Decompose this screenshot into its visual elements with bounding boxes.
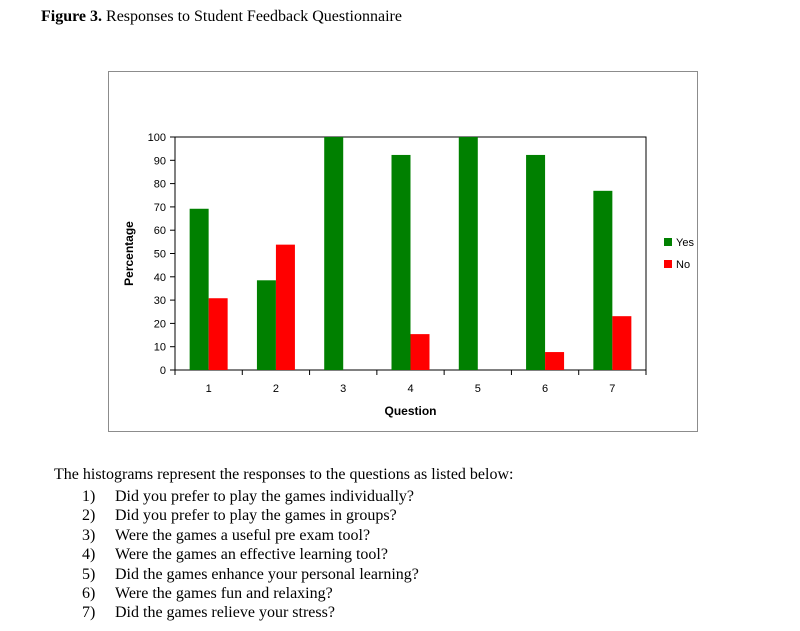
bar-yes	[526, 155, 545, 370]
x-tick-label: 5	[474, 383, 481, 395]
question-item	[82, 565, 419, 584]
y-axis-label: Percentage	[122, 221, 136, 286]
question-item	[82, 487, 419, 506]
question-item	[82, 506, 419, 525]
x-tick-label: 1	[205, 383, 212, 395]
bar-yes	[593, 191, 612, 370]
x-axis-label: Question	[384, 404, 437, 418]
question-text: Did the games enhance your personal learning?	[115, 565, 419, 583]
bar-no	[276, 245, 295, 370]
x-tick-label: 6	[542, 383, 549, 395]
chart-container	[108, 71, 698, 432]
question-text: Did you prefer to play the games individually?	[115, 488, 415, 505]
legend-swatch-yes	[664, 238, 672, 246]
question-list	[82, 487, 419, 623]
question-number: 3)	[82, 526, 96, 544]
bar-no	[612, 316, 631, 370]
question-text: Did you prefer to play the games in groups?	[115, 507, 397, 525]
y-tick-label: 50	[153, 248, 166, 261]
bar-no	[411, 334, 430, 370]
question-number: 7)	[82, 604, 96, 622]
figure-label: Figure 3.	[41, 8, 103, 25]
figure-title: Responses to Student Feedback Questionnaire	[106, 8, 402, 25]
bar-yes	[392, 155, 411, 370]
y-tick-label: 90	[153, 155, 166, 168]
question-text: Were the games fun and relaxing?	[115, 584, 333, 602]
x-tick-label: 2	[272, 383, 279, 395]
y-tick-label: 10	[153, 341, 166, 354]
question-number: 4)	[82, 546, 96, 564]
y-tick-label: 20	[153, 318, 166, 331]
intro-text: The histograms represent the responses to the questions as listed below:	[54, 466, 514, 483]
bar-yes	[257, 280, 276, 370]
question-number: 1)	[82, 488, 96, 505]
question-text: Were the games an effective learning tool?	[115, 546, 388, 564]
question-item	[82, 584, 419, 603]
bar-no	[545, 352, 564, 370]
bar-yes	[459, 137, 478, 370]
bar-no	[209, 298, 228, 370]
bar-yes	[190, 209, 209, 370]
y-tick-label: 30	[153, 295, 166, 308]
x-tick-label: 3	[340, 383, 347, 395]
question-text: Were the games a useful pre exam tool?	[115, 526, 371, 544]
y-tick-label: 70	[153, 201, 166, 214]
y-tick-label: 40	[153, 271, 166, 284]
bar-yes	[324, 137, 343, 370]
y-tick-label: 0	[159, 365, 166, 377]
y-tick-label: 80	[153, 178, 166, 191]
bar-chart	[109, 72, 697, 431]
legend-label-yes: Yes	[676, 237, 694, 249]
x-tick-label: 4	[407, 383, 414, 395]
legend-label-no: No	[676, 259, 691, 271]
question-text: Did the games relieve your stress?	[115, 604, 335, 622]
y-tick-label: 60	[153, 225, 166, 238]
question-item	[82, 603, 419, 622]
question-number: 5)	[82, 565, 96, 583]
question-item	[82, 545, 419, 564]
question-number: 6)	[82, 584, 96, 602]
figure-caption	[41, 8, 402, 26]
x-tick-label: 7	[609, 383, 616, 395]
y-tick-label: 100	[147, 132, 166, 144]
question-number: 2)	[82, 507, 96, 525]
question-item	[82, 526, 419, 545]
legend-swatch-no	[664, 260, 672, 268]
